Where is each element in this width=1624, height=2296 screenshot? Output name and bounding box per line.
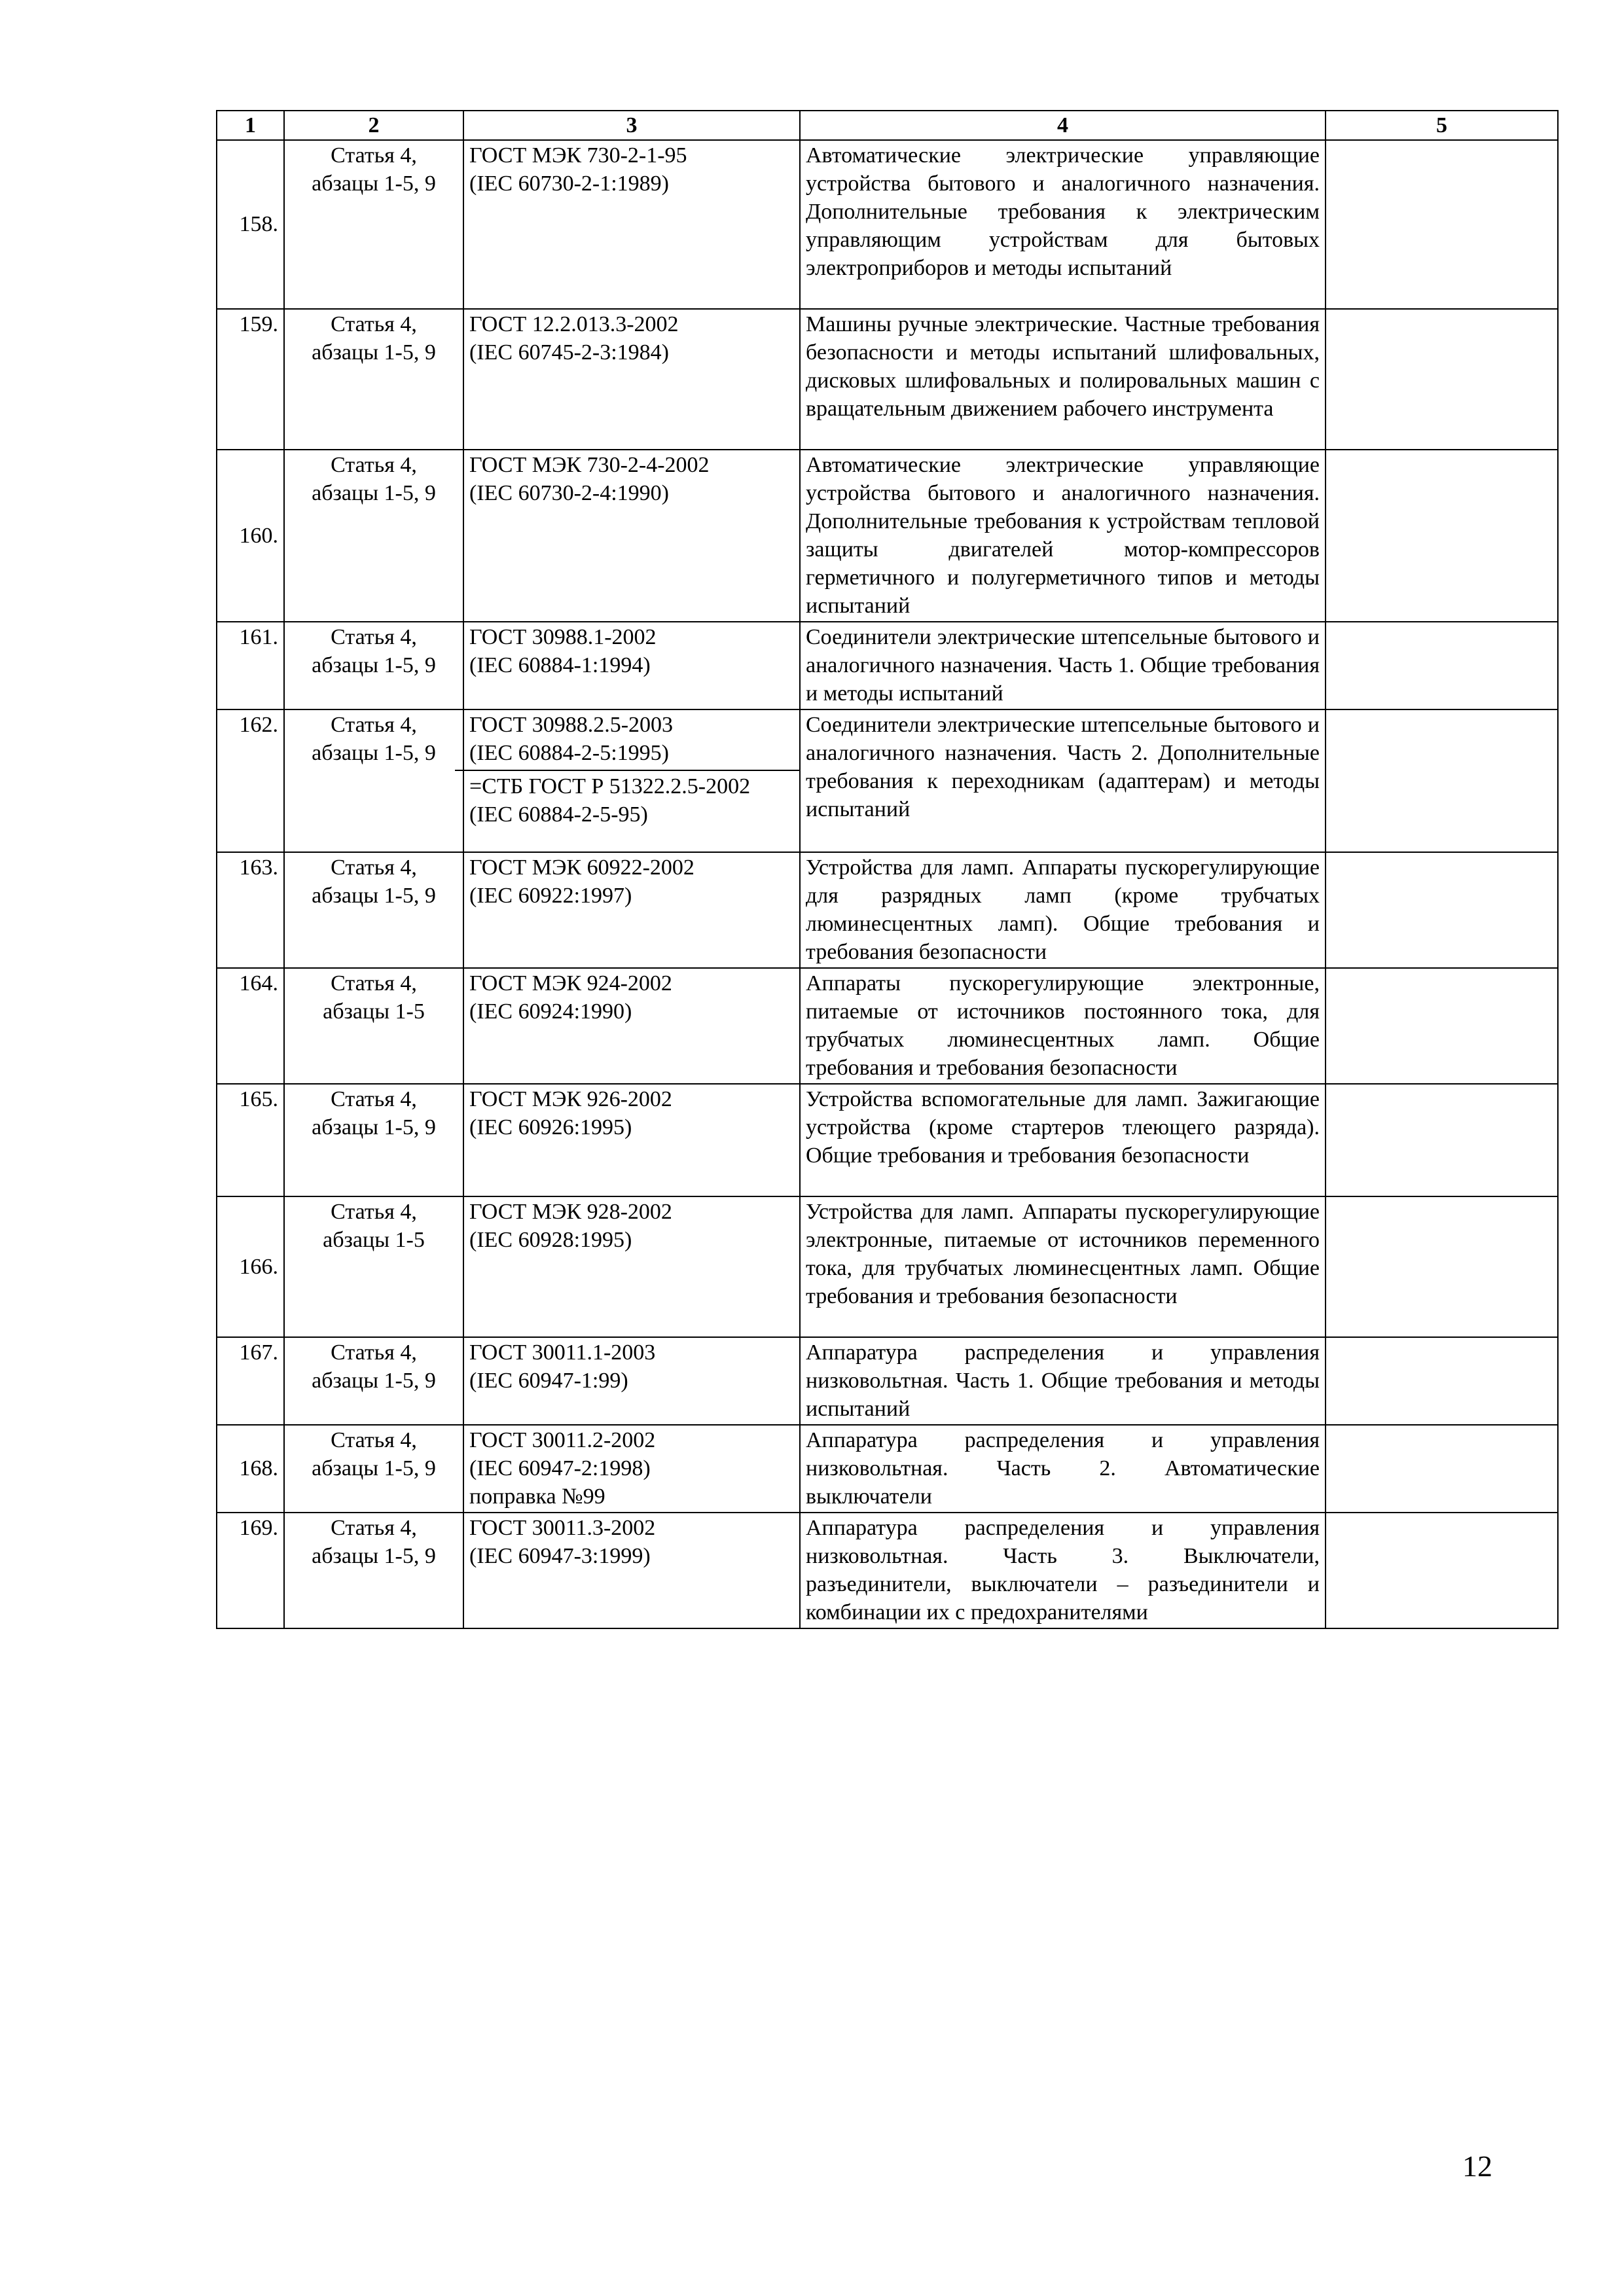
header-row: [217, 111, 1558, 140]
standard-cell: [463, 709, 800, 852]
article-cell: [284, 140, 463, 309]
standard-cell: [463, 1425, 800, 1513]
standard-cell: [463, 1084, 800, 1196]
row-number: 159.: [217, 309, 284, 450]
notes-cell: [1326, 968, 1558, 1084]
standard-line: ГОСТ МЭК 928-2002: [469, 1200, 672, 1224]
article-line: Статья 4,: [331, 971, 417, 996]
article-line: абзацы 1-5, 9: [312, 340, 436, 365]
notes-cell: [1326, 1425, 1558, 1513]
standard-cell: [463, 1337, 800, 1425]
description-cell: Устройства для ламп. Аппараты пускорегулирующие для разрядных ламп (кроме трубчатых люминесцентных ламп). Общие требования и требования безопасности: [800, 852, 1326, 968]
description-cell: Соединители электрические штепсельные бытового и аналогичного назначения. Часть 1. Общие требования и методы испытаний: [800, 622, 1326, 709]
row-number: 168.: [217, 1425, 284, 1513]
description-cell: Аппаратура распределения и управления низковольтная. Часть 1. Общие требования и методы испытаний: [800, 1337, 1326, 1425]
notes-cell: [1326, 450, 1558, 622]
row-number: 165.: [217, 1084, 284, 1196]
standard-line: ГОСТ 30011.3-2002: [469, 1516, 656, 1540]
header-col-5: 5: [1326, 111, 1558, 140]
row-number: 167.: [217, 1337, 284, 1425]
article-cell: [284, 709, 463, 852]
article-line: абзацы 1-5, 9: [312, 1544, 436, 1568]
description-cell: Устройства вспомогательные для ламп. Зажигающие устройства (кроме стартеров тлеющего разряда). Общие требования и требования безопасности: [800, 1084, 1326, 1196]
standard-line: (IEC 60947-2:1998): [469, 1456, 651, 1480]
standard-line: ГОСТ 30011.2-2002: [469, 1428, 656, 1452]
article-line: абзацы 1-5, 9: [312, 171, 436, 196]
row-number: 160.: [217, 450, 284, 622]
article-line: абзацы 1-5, 9: [312, 884, 436, 908]
standard-line: (IEC 60926:1995): [469, 1115, 632, 1139]
standard-line: (IEC 60924:1990): [469, 999, 632, 1024]
article-line: Статья 4,: [331, 1428, 417, 1452]
standard-line: ГОСТ МЭК 926-2002: [469, 1087, 672, 1111]
page-number: 12: [1462, 2149, 1492, 2183]
article-cell: [284, 1425, 463, 1513]
standard-cell: [463, 1513, 800, 1628]
table-row: [217, 140, 1558, 309]
notes-cell: [1326, 1196, 1558, 1337]
article-line: абзацы 1-5, 9: [312, 481, 436, 505]
notes-cell: [1326, 309, 1558, 450]
description-cell: Автоматические электрические управляющие устройства бытового и аналогичного назначения. Дополнительные требования к устройствам тепловой защиты двигателей мотор-компрессоров герметичного и полугерметичного типов и методы испытаний: [800, 450, 1326, 622]
row-number: 164.: [217, 968, 284, 1084]
header-col-4: 4: [800, 111, 1326, 140]
article-line: Статья 4,: [331, 143, 417, 168]
article-line: Статья 4,: [331, 1516, 417, 1540]
standard-line: ГОСТ МЭК 730-2-4-2002: [469, 453, 710, 477]
article-line: абзацы 1-5: [323, 1228, 425, 1252]
standard-line: ГОСТ 30011.1-2003: [469, 1340, 656, 1365]
article-line: Статья 4,: [331, 1200, 417, 1224]
table-row: [217, 1196, 1558, 1337]
article-line: Статья 4,: [331, 855, 417, 880]
description-cell: Устройства для ламп. Аппараты пускорегулирующие электронные, питаемые от источников переменного тока, для трубчатых люминесцентных ламп. Общие требования и требования безопасности: [800, 1196, 1326, 1337]
description-cell: Автоматические электрические управляющие устройства бытового и аналогичного назначения. Дополнительные требования к электрическим управляющим устройствам для бытовых электроприборов и методы испытаний: [800, 140, 1326, 309]
table-row: [217, 622, 1558, 709]
article-cell: [284, 622, 463, 709]
standard-cell: [463, 450, 800, 622]
notes-cell: [1326, 1084, 1558, 1196]
standard-primary: [455, 711, 799, 771]
article-line: абзацы 1-5, 9: [312, 741, 436, 765]
article-line: абзацы 1-5, 9: [312, 1115, 436, 1139]
article-line: абзацы 1-5, 9: [312, 653, 436, 677]
standard-line: (IEC 60884-2-5:1995): [469, 741, 670, 765]
description-cell: Аппаратура распределения и управления низковольтная. Часть 2. Автоматические выключатели: [800, 1425, 1326, 1513]
article-cell: [284, 450, 463, 622]
article-line: абзацы 1-5, 9: [312, 1369, 436, 1393]
header-col-1: 1: [217, 111, 284, 140]
header-col-2: 2: [284, 111, 463, 140]
row-number: 162.: [217, 709, 284, 852]
standard-line: (IEC 60745-2-3:1984): [469, 340, 670, 365]
standard-line: =СТБ ГОСТ Р 51322.2.5-2002: [469, 774, 751, 798]
table-row: [217, 1513, 1558, 1628]
table-row: [217, 852, 1558, 968]
standard-cell: [463, 968, 800, 1084]
article-line: Статья 4,: [331, 713, 417, 737]
article-line: Статья 4,: [331, 1340, 417, 1365]
table-row: [217, 1084, 1558, 1196]
row-number: 158.: [217, 140, 284, 309]
standard-line: (IEC 60884-1:1994): [469, 653, 651, 677]
standard-line: ГОСТ 30988.1-2002: [469, 625, 657, 649]
article-cell: [284, 852, 463, 968]
standard-alternative: [469, 771, 794, 829]
notes-cell: [1326, 852, 1558, 968]
standard-cell: [463, 309, 800, 450]
row-number: 166.: [217, 1196, 284, 1337]
table-row: [217, 1425, 1558, 1513]
standard-amendment: поправка №99: [469, 1484, 605, 1509]
article-cell: [284, 1337, 463, 1425]
standard-line: (IEC 60884-2-5-95): [469, 802, 648, 827]
article-cell: [284, 1196, 463, 1337]
description-cell: Аппараты пускорегулирующие электронные, питаемые от источников постоянного тока, для трубчатых люминесцентных ламп. Общие требования и требования безопасности: [800, 968, 1326, 1084]
description-cell: Машины ручные электрические. Частные требования безопасности и методы испытаний шлифовальных, дисковых шлифовальных и полировальных машин с вращательным движением рабочего инструмента: [800, 309, 1326, 450]
description-cell: Аппаратура распределения и управления низковольтная. Часть 3. Выключатели, разъединители, выключатели – разъединители и комбинации их с предохранителями: [800, 1513, 1326, 1628]
article-cell: [284, 1084, 463, 1196]
standard-line: ГОСТ МЭК 730-2-1-95: [469, 143, 687, 168]
table-row: [217, 968, 1558, 1084]
article-line: абзацы 1-5: [323, 999, 425, 1024]
row-number: 169.: [217, 1513, 284, 1628]
notes-cell: [1326, 709, 1558, 852]
standard-cell: [463, 1196, 800, 1337]
article-line: Статья 4,: [331, 312, 417, 336]
table-row: [217, 709, 1558, 852]
article-line: абзацы 1-5, 9: [312, 1456, 436, 1480]
standard-cell: [463, 852, 800, 968]
standard-line: ГОСТ 30988.2.5-2003: [469, 713, 674, 737]
standard-line: ГОСТ МЭК 60922-2002: [469, 855, 695, 880]
article-line: Статья 4,: [331, 453, 417, 477]
standard-line: (IEC 60947-3:1999): [469, 1544, 651, 1568]
standard-line: ГОСТ 12.2.013.3-2002: [469, 312, 679, 336]
description-cell: Соединители электрические штепсельные бытового и аналогичного назначения. Часть 2. Дополнительные требования к переходникам (адаптерам) и методы испытаний: [800, 709, 1326, 852]
header-col-3: 3: [463, 111, 800, 140]
notes-cell: [1326, 1513, 1558, 1628]
article-cell: [284, 309, 463, 450]
article-cell: [284, 1513, 463, 1628]
standard-cell: [463, 140, 800, 309]
row-number: 161.: [217, 622, 284, 709]
notes-cell: [1326, 140, 1558, 309]
standard-line: (IEC 60947-1:99): [469, 1369, 628, 1393]
article-line: Статья 4,: [331, 625, 417, 649]
standard-line: (IEC 60928:1995): [469, 1228, 632, 1252]
table-row: [217, 309, 1558, 450]
article-line: Статья 4,: [331, 1087, 417, 1111]
notes-cell: [1326, 622, 1558, 709]
standard-line: (IEC 60730-2-4:1990): [469, 481, 670, 505]
table-row: [217, 1337, 1558, 1425]
article-cell: [284, 968, 463, 1084]
row-number: 163.: [217, 852, 284, 968]
standard-line: (IEC 60922:1997): [469, 884, 632, 908]
standard-line: (IEC 60730-2-1:1989): [469, 171, 670, 196]
notes-cell: [1326, 1337, 1558, 1425]
table-row: [217, 450, 1558, 622]
standard-line: ГОСТ МЭК 924-2002: [469, 971, 672, 996]
standards-table: [216, 110, 1559, 1629]
standard-cell: [463, 622, 800, 709]
